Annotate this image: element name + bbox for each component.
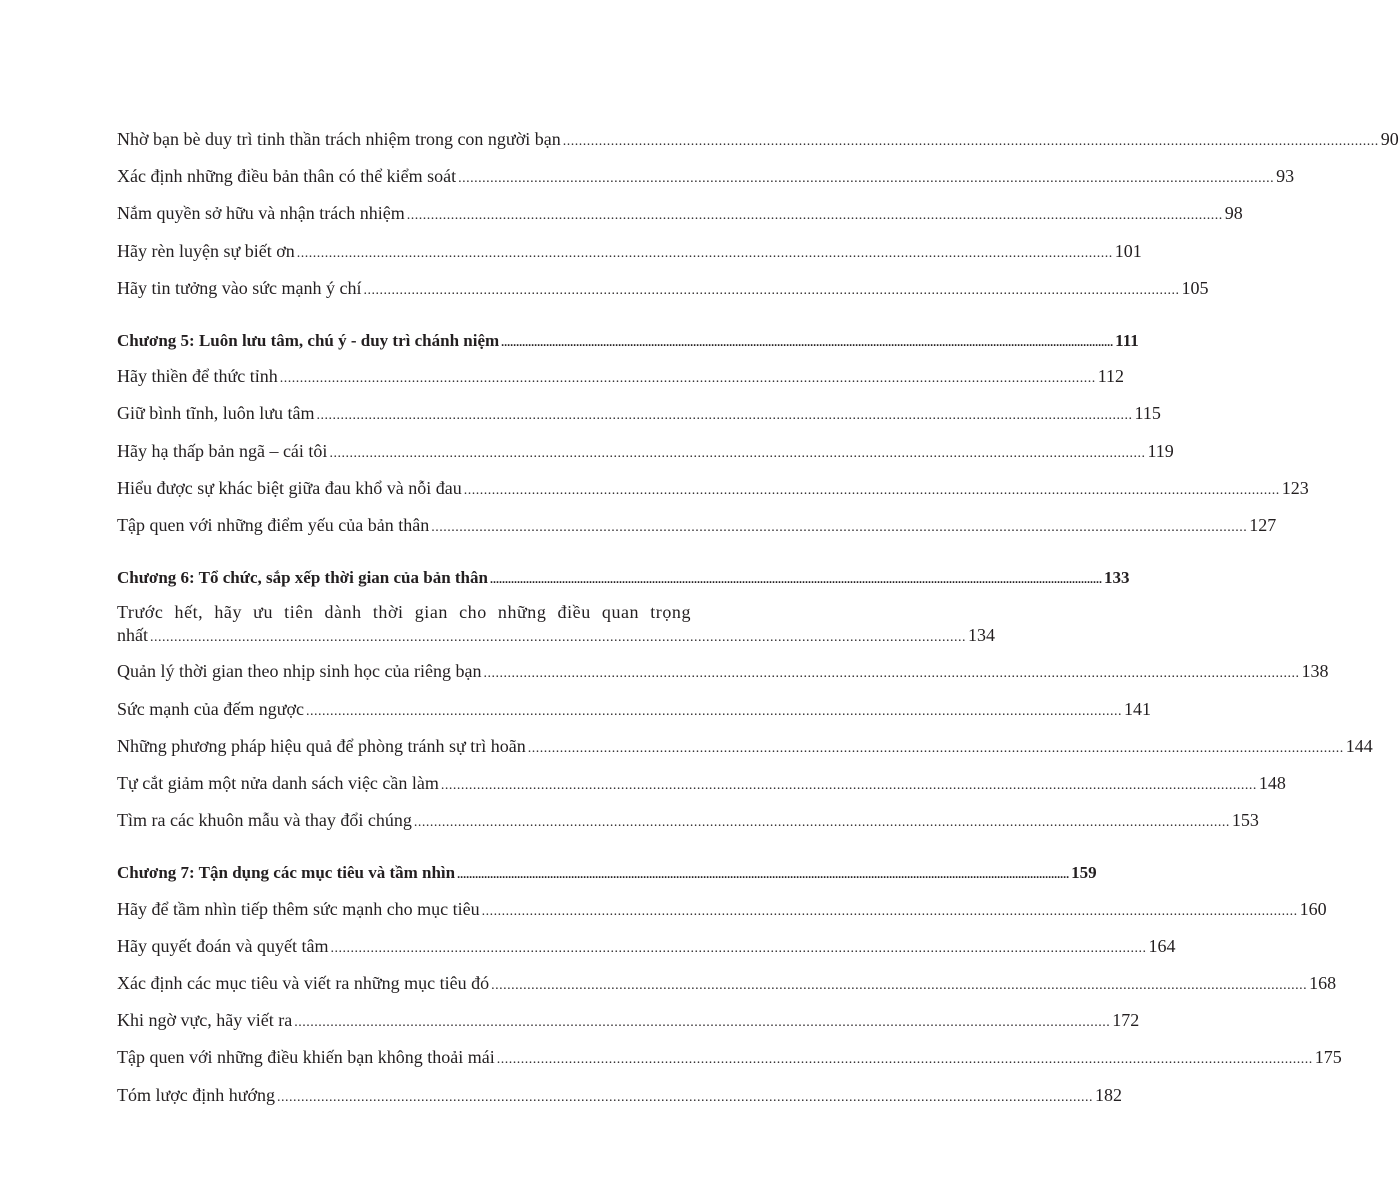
toc-entry-title: Xác định các mục tiêu và viết ra những mục tiêu đó [117,973,490,994]
toc-entry-page: 182 [1095,1084,1123,1105]
dot-leader [280,362,1096,396]
toc-entry-page: 115 [1134,403,1161,424]
dot-leader [497,1043,1313,1077]
toc-entry-page: 127 [1249,515,1277,536]
toc-entry[interactable] [117,729,1373,766]
toc-entry-title: Giữ bình tĩnh, luôn lưu tâm [117,403,315,424]
dot-leader [563,125,1379,159]
toc-entry-page: 134 [968,625,995,646]
toc-entry-page: 153 [1231,810,1259,831]
dot-leader [297,237,1113,271]
dot-leader [277,1081,1093,1115]
toc-entry-title: Hãy tin tưởng vào sức mạnh ý chí [117,277,362,298]
toc-entry-title: Tập quen với những điều khiến bạn không thoải mái [117,1047,495,1068]
dot-leader [407,199,1223,233]
toc-entry-title: Khi ngờ vực, hãy viết ra [117,1010,293,1031]
chapter-page: 111 [1115,331,1139,351]
toc-entry-page: 172 [1112,1010,1140,1031]
chapter-title: Chương 7: Tận dụng các mục tiêu và tầm nhìn [117,863,456,883]
toc-entry-title: Nắm quyền sở hữu và nhận trách nhiệm [117,203,405,224]
toc-entry-title: Quản lý thời gian theo nhịp sinh học của riêng bạn [117,661,482,682]
toc-entry[interactable] [117,1040,1342,1077]
dot-leader [431,511,1247,545]
chapter-page: 133 [1103,568,1130,588]
toc-entry-title-line-1: Trước hết, hãy ưu tiên dành thời gian cho những điều quan trọng [117,602,691,623]
toc-entry[interactable] [117,1003,1140,1040]
toc-entry[interactable] [117,234,1142,271]
toc-entry-page: 119 [1147,440,1174,461]
chapter-page: 159 [1071,863,1097,883]
toc-entry[interactable] [117,892,1327,929]
toc-entry-page: 112 [1097,366,1125,387]
dot-leader [329,437,1145,471]
toc-entry[interactable] [117,122,1399,159]
toc-entry-page: 144 [1345,735,1373,756]
toc-chapter-5[interactable] [117,324,1139,359]
toc-entry-title-line-2: nhất [117,625,148,646]
toc-entry-page: 168 [1309,973,1337,994]
dot-leader [528,732,1344,766]
table-of-contents [117,122,1399,1115]
toc-entry-title: Tự cắt giảm một nửa danh sách việc cần làm [117,773,439,794]
toc-chapter-7[interactable] [117,856,1097,891]
toc-entry-title: Hãy quyết đoán và quyết tâm [117,935,329,956]
toc-entry-title: Tìm ra các khuôn mẫu và thay đổi chúng [117,810,412,831]
chapter-title: Chương 6: Tổ chức, sắp xếp thời gian của bản thân [117,568,488,588]
dot-leader [364,274,1180,308]
toc-entry-page: 164 [1148,935,1176,956]
toc-entry-wrapped[interactable] [117,601,995,649]
toc-entry-title: Hiểu được sự khác biệt giữa đau khổ và nỗi đau [117,477,462,498]
toc-entry[interactable] [117,271,1209,308]
toc-entry[interactable] [117,471,1309,508]
toc-entry-page: 175 [1314,1047,1342,1068]
toc-entry-page: 93 [1276,166,1295,187]
toc-entry-page: 141 [1123,698,1151,719]
dot-leader [317,399,1133,433]
toc-entry-title: Xác định những điều bản thân có thể kiểm soát [117,166,457,187]
dot-leader: ............................................................................................................................................................................................................ [150,630,966,646]
toc-entry-title: Những phương pháp hiệu quả để phòng tránh sự trì hoãn [117,735,526,756]
dot-leader [306,695,1122,729]
toc-entry-title: Tập quen với những điểm yếu của bản thân [117,515,430,536]
toc-entry-page: 138 [1301,661,1329,682]
toc-entry[interactable] [117,159,1295,196]
toc-entry[interactable] [117,196,1243,233]
toc-entry-title: Hãy hạ thấp bản ngã – cái tôi [117,440,328,461]
dot-leader [483,657,1299,691]
toc-entry-page: 160 [1299,898,1327,919]
toc-entry-page: 123 [1281,477,1309,498]
toc-entry[interactable] [117,396,1161,433]
dot-leader [441,769,1257,803]
toc-entry[interactable] [117,359,1125,396]
dot-leader [491,969,1307,1003]
toc-entry-title: Tóm lược định hướng [117,1084,276,1105]
toc-entry-page: 148 [1258,773,1286,794]
toc-chapter-6[interactable] [117,561,1130,596]
dot-leader [330,932,1146,966]
toc-entry[interactable] [117,966,1337,1003]
dot-leader [501,325,1113,359]
toc-entry[interactable] [117,692,1151,729]
dot-leader [490,562,1102,596]
toc-entry[interactable] [117,508,1277,545]
toc-entry[interactable] [117,654,1329,691]
toc-entry-title: Hãy thiền để thức tỉnh [117,366,278,387]
chapter-title: Chương 5: Luôn lưu tâm, chú ý - duy trì chánh niệm [117,331,500,351]
dot-leader [458,162,1274,196]
toc-entry[interactable] [117,1078,1123,1115]
toc-entry[interactable] [117,803,1259,840]
dot-leader [457,857,1069,891]
dot-leader [464,474,1280,508]
toc-entry-page: 90 [1380,129,1399,149]
toc-entry-title: Hãy rèn luyện sự biết ơn [117,240,295,261]
toc-entry-page: 98 [1224,203,1243,224]
toc-entry-line-2 [117,624,995,649]
dot-leader [294,1006,1110,1040]
toc-entry[interactable] [117,766,1286,803]
toc-entry-page: 101 [1114,240,1142,261]
toc-entry[interactable] [117,929,1176,966]
toc-entry-title: Nhờ bạn bè duy trì tinh thần trách nhiệm trong con người bạn [117,129,561,149]
dot-leader [414,806,1230,840]
dot-leader [482,895,1298,929]
toc-entry-page: 105 [1181,277,1209,298]
toc-entry-title: Hãy để tầm nhìn tiếp thêm sức mạnh cho mục tiêu [117,898,480,919]
toc-entry[interactable] [117,434,1174,471]
toc-entry-title: Sức mạnh của đếm ngược [117,698,304,719]
